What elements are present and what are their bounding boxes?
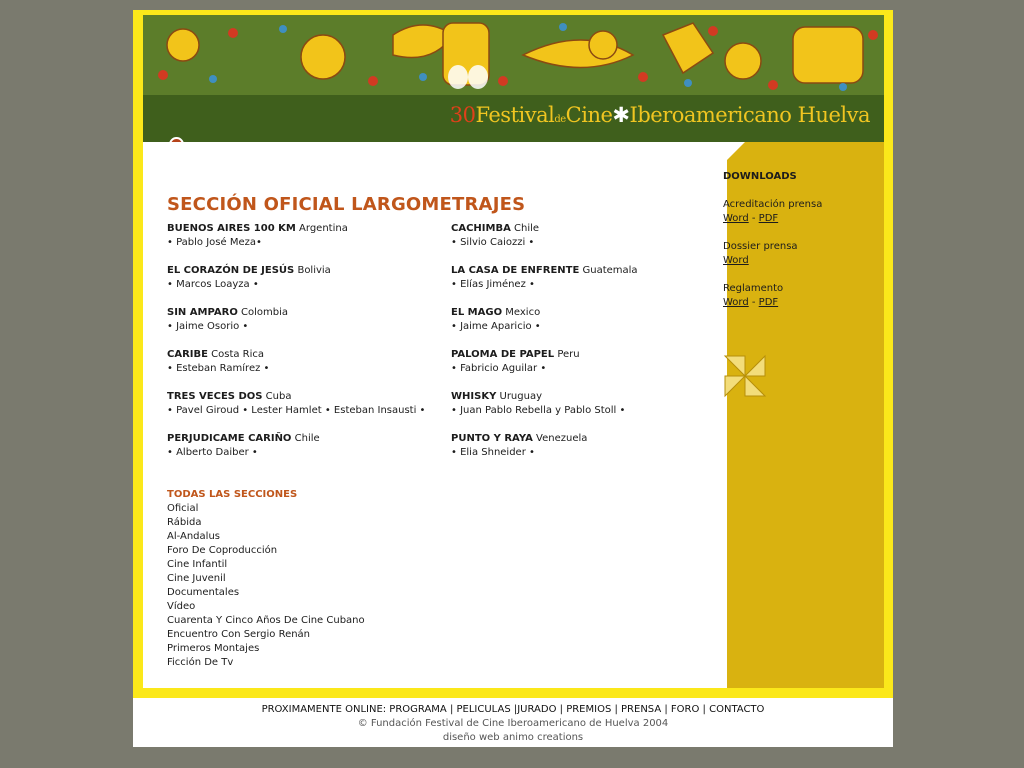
- section-link-cine-cubano[interactable]: Cuarenta Y Cinco Años De Cine Cubano: [167, 615, 365, 626]
- section-link-cine-juvenil[interactable]: Cine Juvenil: [167, 573, 226, 584]
- film-entry: [167, 348, 447, 376]
- film-title: EL CORAZÓN DE JESÚS: [167, 265, 295, 276]
- film-country: Uruguay: [499, 391, 542, 402]
- download-label: Dossier prensa: [723, 241, 798, 252]
- film-director: • Juan Pablo Rebella y Pablo Stoll •: [451, 405, 626, 416]
- download-dossier: [723, 240, 822, 268]
- film-country: Chile: [514, 223, 540, 234]
- banner-illustration: [143, 15, 884, 95]
- film-director: • Marcos Loayza •: [167, 279, 259, 290]
- pinwheel-logo-icon: [723, 352, 767, 400]
- film-director: • Pavel Giroud • Lester Hamlet • Esteban Insausti •: [167, 405, 426, 416]
- film-entry: [167, 222, 447, 250]
- section-link-rabida[interactable]: Rábida: [167, 517, 202, 528]
- film-director: • Esteban Ramírez •: [167, 363, 270, 374]
- festival-word: Festival: [475, 103, 555, 127]
- film-entry: [451, 390, 731, 418]
- film-country: Peru: [557, 349, 580, 360]
- film-country: Costa Rica: [211, 349, 265, 360]
- section-link-documentales[interactable]: Documentales: [167, 587, 240, 598]
- film-entry: [451, 348, 731, 376]
- sidebar-notch: [727, 142, 884, 160]
- film-entry: [167, 264, 447, 292]
- footer-nav: PROXIMAMENTE ONLINE: PROGRAMA | PELICULAS |JURADO | PREMIOS | PRENSA | FORO | CONTACTO: [261, 704, 765, 715]
- download-label: Reglamento: [723, 283, 784, 294]
- footer-link-programa[interactable]: PROXIMAMENTE ONLINE: PROGRAMA: [261, 704, 447, 715]
- cine-word: Cine: [565, 103, 613, 127]
- section-link-cine-infantil[interactable]: Cine Infantil: [167, 559, 228, 570]
- acreditacion-word-link[interactable]: Word: [723, 213, 749, 224]
- film-director: • Elia Shneider •: [451, 447, 535, 458]
- festival-logo-title: [450, 103, 870, 127]
- film-country: Venezuela: [536, 433, 588, 444]
- film-country: Bolivia: [297, 265, 331, 276]
- film-director: • Elías Jiménez •: [451, 279, 535, 290]
- film-entry: [451, 264, 731, 292]
- film-director: • Fabricio Aguilar •: [451, 363, 547, 374]
- section-link-al-andalus[interactable]: Al-Andalus: [167, 531, 220, 542]
- downloads-panel: [723, 170, 822, 310]
- acreditacion-pdf-link[interactable]: PDF: [758, 213, 779, 224]
- download-separator: -: [748, 213, 759, 224]
- film-title: CACHIMBA: [451, 223, 511, 234]
- footer-credit: diseño web animo creations: [442, 732, 584, 743]
- star-icon: ✱: [612, 103, 630, 127]
- film-country: Cuba: [265, 391, 292, 402]
- download-reglamento: [723, 282, 822, 310]
- footer-link-prensa[interactable]: PRENSA: [621, 704, 662, 715]
- page-frame: [133, 10, 893, 747]
- footer-link-contacto[interactable]: CONTACTO: [709, 704, 765, 715]
- film-director: • Alberto Daiber •: [167, 447, 258, 458]
- edition-number: 30: [449, 103, 476, 127]
- reglamento-word-link[interactable]: Word: [723, 297, 749, 308]
- film-title: SIN AMPARO: [167, 307, 238, 318]
- download-label: Acreditación prensa: [723, 199, 823, 210]
- film-entry: [167, 306, 447, 334]
- film-entry: [451, 222, 731, 250]
- banner-artwork: [143, 15, 884, 95]
- sections-list: [167, 488, 365, 670]
- film-director: • Jaime Osorio •: [167, 321, 249, 332]
- film-title: CARIBE: [167, 349, 208, 360]
- de-word: de: [554, 114, 566, 125]
- film-title: EL MAGO: [451, 307, 503, 318]
- section-link-ficcion-tv[interactable]: Ficción De Tv: [167, 657, 234, 668]
- footer-link-jurado[interactable]: JURADO: [517, 704, 557, 715]
- film-title: TRES VECES DOS: [167, 391, 263, 402]
- film-title: PERJUDICAME CARIÑO: [167, 433, 292, 444]
- section-link-primeros-montajes[interactable]: Primeros Montajes: [167, 643, 260, 654]
- film-director: • Jaime Aparicio •: [451, 321, 541, 332]
- film-country: Chile: [294, 433, 320, 444]
- section-link-video[interactable]: Vídeo: [167, 601, 196, 612]
- film-title: PALOMA DE PAPEL: [451, 349, 555, 360]
- footer-copyright: © Fundación Festival de Cine Iberoamericano de Huelva 2004: [357, 718, 669, 729]
- film-title: PUNTO Y RAYA: [451, 433, 533, 444]
- sections-heading: TODAS LAS SECCIONES: [167, 489, 298, 500]
- footer-link-peliculas[interactable]: PELICULAS: [456, 704, 511, 715]
- footer-link-premios[interactable]: PREMIOS: [566, 704, 612, 715]
- page-title: SECCIÓN OFICIAL LARGOMETRAJES: [167, 194, 526, 215]
- download-acreditacion: [723, 198, 822, 226]
- film-entry: [451, 306, 731, 334]
- film-country: Argentina: [299, 223, 348, 234]
- film-entry: [167, 390, 447, 418]
- film-country: Mexico: [505, 307, 541, 318]
- dossier-word-link[interactable]: Word: [723, 255, 749, 266]
- section-link-sergio-renan[interactable]: Encuentro Con Sergio Renán: [167, 629, 311, 640]
- film-director: • Silvio Caiozzi •: [451, 237, 535, 248]
- film-entry: [451, 432, 731, 460]
- footer-link-foro[interactable]: FORO: [670, 704, 700, 715]
- downloads-heading: DOWNLOADS: [723, 171, 797, 182]
- film-title: WHISKY: [451, 391, 497, 402]
- section-link-oficial[interactable]: Oficial: [167, 503, 199, 514]
- section-link-foro[interactable]: Foro De Coproducción: [167, 545, 278, 556]
- film-director: • Pablo José Meza•: [167, 237, 262, 248]
- film-country: Guatemala: [582, 265, 638, 276]
- download-separator: -: [748, 297, 759, 308]
- reglamento-pdf-link[interactable]: PDF: [758, 297, 779, 308]
- film-country: Colombia: [241, 307, 289, 318]
- iberoamericano-word: Iberoamericano Huelva: [629, 103, 870, 127]
- film-title: BUENOS AIRES 100 KM: [167, 223, 296, 234]
- banner-title-bar: [143, 95, 884, 142]
- film-title: LA CASA DE ENFRENTE: [451, 265, 580, 276]
- film-entry: [167, 432, 447, 460]
- footer: [133, 698, 893, 747]
